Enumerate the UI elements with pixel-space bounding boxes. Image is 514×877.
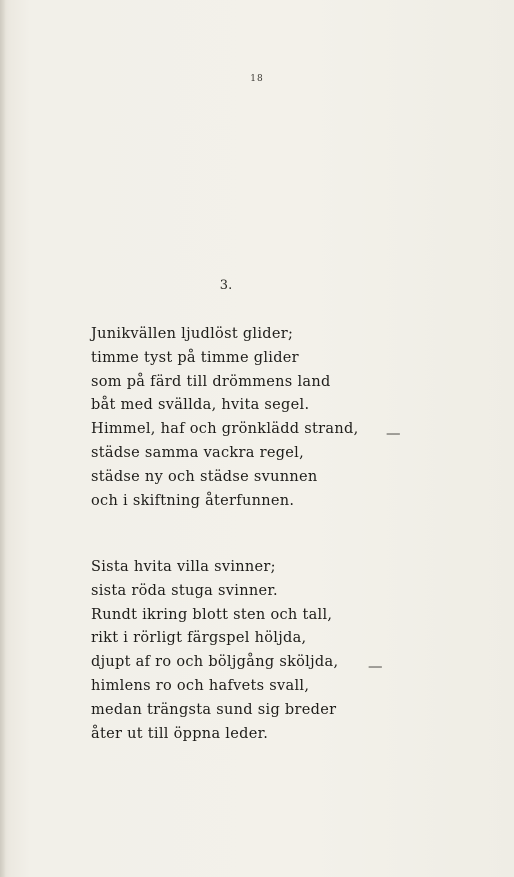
stanza-2-dash: — xyxy=(368,659,383,675)
verse-line: båt med svällda, hvita segel. xyxy=(91,397,310,414)
verse-line: Rundt ikring blott sten och tall, xyxy=(91,606,333,623)
verse-line: medan trängsta sund sig breder xyxy=(91,701,337,718)
stanza-2 xyxy=(91,556,338,746)
verse-line: Sista hvita villa svinner; xyxy=(91,559,276,575)
stanza-1 xyxy=(91,323,358,513)
verse-line: åter ut till öppna leder. xyxy=(91,725,269,742)
verse-line: och i skiftning återfunnen. xyxy=(91,492,295,509)
binding-shadow xyxy=(0,0,6,877)
verse-line: himlens ro och hafvets svall, xyxy=(91,677,310,694)
verse-line: rikt i rörligt färgspel höljda, xyxy=(91,630,307,647)
page-number: 18 xyxy=(250,74,264,84)
verse-line: Himmel, haf och grönklädd strand, xyxy=(91,421,359,438)
verse-line: städse samma vackra regel, xyxy=(91,444,305,461)
section-number: 3. xyxy=(219,278,233,293)
verse-line: timme tyst på timme glider xyxy=(91,349,299,366)
verse-line: djupt af ro och böljgång sköljda, xyxy=(91,654,339,671)
verse-line: sista röda stuga svinner. xyxy=(91,582,278,599)
verse-line: som på färd till drömmens land xyxy=(91,373,331,390)
verse-line: Junikvällen ljudlöst glider; xyxy=(91,326,294,342)
stanza-1-dash: — xyxy=(386,426,401,442)
verse-line: städse ny och städse svunnen xyxy=(91,468,318,485)
